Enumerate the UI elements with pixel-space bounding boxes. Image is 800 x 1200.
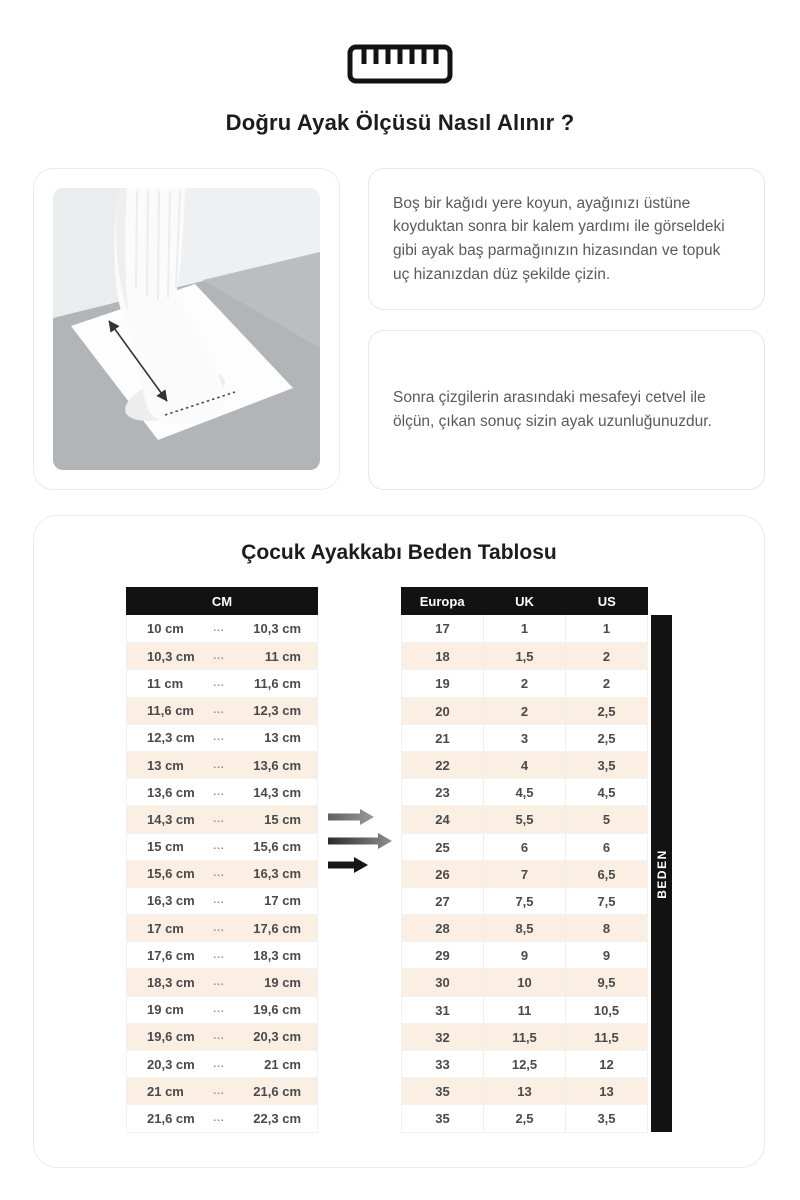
us-value: 4,5: [565, 779, 647, 805]
cm-table: [126, 587, 318, 1133]
europa-value: 22: [435, 757, 450, 773]
uk-value: 1,5: [483, 643, 565, 669]
us-value: 12: [565, 1051, 647, 1077]
table-row: [402, 1077, 647, 1104]
cm-from-value: 14,3 cm: [147, 811, 195, 827]
instruction-step-2: Sonra çizgilerin arasındaki mesafeyi cetvel ile ölçün, çıkan sonuç sizin ayak uzunluğunuzdur.: [393, 389, 712, 430]
how-to-measure-section: [33, 168, 765, 490]
uk-value: 1: [483, 615, 565, 642]
europa-value: 23: [435, 785, 450, 801]
uk-value: 2: [483, 698, 565, 724]
table-row: [127, 941, 317, 968]
europa-value: 21: [435, 730, 450, 746]
table-row: [127, 805, 317, 832]
table-row: [402, 669, 647, 696]
cm-to-value: 20,3 cm: [253, 1029, 301, 1045]
uk-value: 11,5: [483, 1024, 565, 1050]
table-row: [127, 642, 317, 669]
us-value: 6: [565, 834, 647, 860]
us-value: 11,5: [565, 1024, 647, 1050]
europa-value: 28: [435, 921, 450, 937]
header-europa: Europa: [419, 593, 465, 609]
range-dots: ...: [213, 841, 225, 853]
uk-value: 2: [483, 670, 565, 696]
range-dots: ...: [213, 813, 225, 825]
range-dots: ...: [213, 732, 225, 744]
us-value: 2,5: [565, 698, 647, 724]
table-row: [402, 724, 647, 751]
europa-value: 32: [435, 1029, 450, 1045]
cm-to-value: 12,3 cm: [253, 703, 301, 719]
header-us: US: [597, 593, 616, 609]
cm-from-value: 19 cm: [147, 1002, 184, 1018]
europa-value: 35: [435, 1084, 450, 1100]
instruction-box-1: [368, 168, 765, 310]
instruction-box-2: [368, 330, 765, 490]
table-row: [402, 642, 647, 669]
us-value: 9,5: [565, 969, 647, 995]
size-table-header: [401, 587, 648, 615]
cm-to-value: 19 cm: [264, 975, 301, 991]
uk-value: 11: [483, 997, 565, 1023]
size-chart-card: [33, 515, 765, 1168]
us-value: 8: [565, 915, 647, 941]
table-row: [127, 778, 317, 805]
table-row: [127, 724, 317, 751]
range-dots: ...: [213, 1112, 225, 1124]
europa-value: 17: [435, 621, 450, 636]
beden-label: BEDEN: [654, 848, 669, 899]
uk-value: 6: [483, 834, 565, 860]
us-value: 7,5: [565, 888, 647, 914]
table-row: [127, 669, 317, 696]
table-row: [402, 914, 647, 941]
table-row: [127, 860, 317, 887]
cm-to-value: 11,6 cm: [254, 675, 301, 691]
cm-to-value: 22,3 cm: [253, 1110, 301, 1126]
table-row: [402, 833, 647, 860]
uk-value: 9: [483, 942, 565, 968]
table-row: [402, 1050, 647, 1077]
size-table-rows: [401, 615, 648, 1133]
cm-to-value: 10,3 cm: [253, 621, 301, 637]
instruction-column: [368, 168, 765, 490]
us-value: 10,5: [565, 997, 647, 1023]
table-row: [127, 887, 317, 914]
cm-from-value: 11 cm: [147, 675, 184, 691]
range-dots: ...: [213, 759, 225, 771]
table-row: [127, 1050, 317, 1077]
uk-value: 2,5: [483, 1105, 565, 1131]
range-dots: ...: [213, 1058, 225, 1070]
uk-value: 5,5: [483, 806, 565, 832]
europa-value: 27: [435, 893, 450, 909]
cm-to-value: 21,6 cm: [253, 1083, 301, 1099]
uk-value: 13: [483, 1078, 565, 1104]
europa-value: 35: [435, 1111, 450, 1127]
table-row: [402, 615, 647, 642]
instruction-step-1: Boş bir kağıdı yere koyun, ayağınızı üstüne koyduktan sonra bir kalem yardımı ile görseldeki gibi ayak baş parmağınızın hizasından ve topuk uç hizanızdan düz şekilde çizin.: [393, 194, 725, 283]
cm-to-value: 13,6 cm: [253, 757, 301, 773]
table-row: [402, 697, 647, 724]
uk-value: 10: [483, 969, 565, 995]
table-row: [127, 751, 317, 778]
table-row: [402, 887, 647, 914]
cm-from-value: 13,6 cm: [147, 784, 195, 800]
us-value: 13: [565, 1078, 647, 1104]
cm-from-value: 10,3 cm: [147, 648, 195, 664]
table-row: [402, 941, 647, 968]
table-row: [127, 968, 317, 995]
range-dots: ...: [213, 1031, 225, 1043]
table-row: [402, 805, 647, 832]
table-row: [402, 778, 647, 805]
range-dots: ...: [213, 1085, 225, 1097]
range-dots: ...: [213, 922, 225, 934]
beden-side-bar: [651, 615, 672, 1132]
cm-to-value: 16,3 cm: [253, 866, 301, 882]
table-row: [127, 914, 317, 941]
us-value: 3,5: [565, 1105, 647, 1131]
foot-measure-illustration: [33, 168, 340, 490]
cm-from-value: 17 cm: [147, 920, 184, 936]
size-conversion-table: [401, 587, 648, 1133]
cm-table-header: [126, 587, 318, 615]
europa-value: 19: [435, 676, 450, 692]
cm-header-label: CM: [211, 593, 233, 609]
table-row: [402, 1104, 647, 1131]
cm-to-value: 14,3 cm: [253, 784, 301, 800]
europa-value: 18: [435, 649, 450, 665]
us-value: 2: [565, 643, 647, 669]
cm-from-value: 15 cm: [147, 839, 184, 855]
cm-from-value: 11,6 cm: [147, 703, 194, 719]
us-value: 9: [565, 942, 647, 968]
us-value: 1: [565, 615, 647, 642]
cm-from-value: 12,3 cm: [147, 730, 195, 746]
range-dots: ...: [213, 677, 225, 689]
table-row: [402, 1023, 647, 1050]
transfer-arrows-icon: [318, 587, 401, 877]
cm-to-value: 19,6 cm: [253, 1002, 301, 1018]
page-title: Doğru Ayak Ölçüsü Nasıl Alınır ?: [225, 110, 575, 135]
us-value: 5: [565, 806, 647, 832]
uk-value: 7: [483, 861, 565, 887]
uk-value: 7,5: [483, 888, 565, 914]
europa-value: 24: [435, 812, 450, 828]
uk-value: 8,5: [483, 915, 565, 941]
size-chart-tables: [34, 587, 764, 1133]
us-value: 6,5: [565, 861, 647, 887]
us-value: 2,5: [565, 725, 647, 751]
range-dots: ...: [213, 650, 225, 662]
cm-to-value: 11 cm: [264, 648, 301, 664]
cm-from-value: 17,6 cm: [147, 947, 195, 963]
europa-value: 30: [435, 975, 450, 991]
europa-value: 20: [435, 703, 450, 719]
range-dots: ...: [213, 705, 225, 717]
table-row: [402, 751, 647, 778]
uk-value: 3: [483, 725, 565, 751]
us-value: 2: [565, 670, 647, 696]
cm-from-value: 16,3 cm: [147, 893, 195, 909]
europa-value: 29: [435, 948, 450, 964]
table-row: [402, 968, 647, 995]
table-row: [127, 615, 317, 642]
cm-to-value: 17,6 cm: [253, 920, 301, 936]
table-row: [127, 1077, 317, 1104]
cm-to-value: 17 cm: [264, 893, 301, 909]
cm-to-value: 21 cm: [264, 1056, 301, 1072]
cm-table-rows: [126, 615, 318, 1133]
range-dots: ...: [213, 786, 225, 798]
cm-from-value: 20,3 cm: [147, 1056, 195, 1072]
cm-to-value: 13 cm: [264, 730, 301, 746]
europa-value: 26: [435, 866, 450, 882]
europa-value: 25: [435, 839, 450, 855]
range-dots: ...: [213, 868, 225, 880]
us-value: 3,5: [565, 752, 647, 778]
table-row: [127, 1023, 317, 1050]
cm-from-value: 18,3 cm: [147, 975, 195, 991]
cm-from-value: 19,6 cm: [147, 1029, 195, 1045]
cm-to-value: 18,3 cm: [253, 947, 301, 963]
europa-value: 31: [435, 1002, 450, 1018]
cm-from-value: 21 cm: [147, 1083, 184, 1099]
cm-from-value: 10 cm: [147, 621, 184, 637]
table-row: [127, 697, 317, 724]
range-dots: ...: [213, 977, 225, 989]
cm-to-value: 15,6 cm: [253, 839, 301, 855]
ruler-icon: [0, 44, 800, 84]
cm-to-value: 15 cm: [264, 811, 301, 827]
uk-value: 4,5: [483, 779, 565, 805]
size-chart-title: Çocuk Ayakkabı Beden Tablosu: [241, 541, 557, 564]
table-row: [402, 860, 647, 887]
range-dots: ...: [213, 623, 225, 635]
cm-from-value: 13 cm: [147, 757, 184, 773]
table-row: [127, 833, 317, 860]
uk-value: 4: [483, 752, 565, 778]
table-row: [127, 1104, 317, 1131]
cm-from-value: 15,6 cm: [147, 866, 195, 882]
range-dots: ...: [213, 1004, 225, 1016]
table-row: [402, 996, 647, 1023]
europa-value: 33: [435, 1057, 450, 1072]
range-dots: ...: [213, 895, 225, 907]
table-row: [127, 996, 317, 1023]
header-uk: UK: [515, 593, 534, 609]
range-dots: ...: [213, 949, 225, 961]
uk-value: 12,5: [483, 1051, 565, 1077]
cm-from-value: 21,6 cm: [147, 1110, 195, 1126]
